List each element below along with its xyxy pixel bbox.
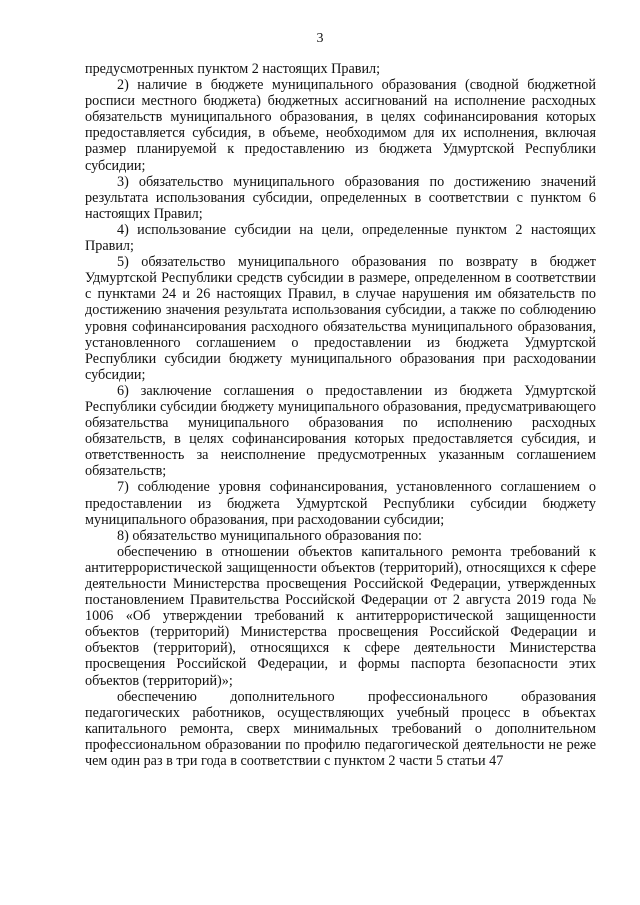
paragraph-item-4: 4) использование субсидии на цели, определенные пунктом 2 настоящих Правил;	[85, 221, 596, 255]
paragraph-item-6: 6) заключение соглашения о предоставлении из бюджета Удмуртской Республики субсидии бюджету муниципального образования, предусматривающего обязательства муниципального образования по исполнению расходных обязательств, в целях софинансирования которых предоставляется субсидия, и ответственность за неисполнение предусмотренных указанным соглашением обязательств;	[85, 382, 596, 480]
page-number: 3	[316, 31, 324, 46]
paragraph-subitem-antiterror: обеспечению в отношении объектов капитального ремонта требований к антитеррористической защищенности объектов (территорий), относящихся к сфере деятельности Министерства просвещения Российской Федерации, утвержденных постановлением Правительства Российской Федерации от 2 августа 2019 года № 1006 «Об утверждении требований к антитеррористической защищенности объектов (территорий) Министерства просвещения Российской Федерации и объектов (территорий), относящихся к сфере деятельности Министерства просвещения Российской Федерации, и формы паспорта безопасности этих объектов (территорий)»;	[85, 543, 596, 689]
paragraph-subitem-education: обеспечению дополнительного профессионального образования педагогических работников, осуществляющих учебный процесс в объектах капитального ремонта, сверх минимальных требований о дополнительном профессиональном образовании по профилю педагогической деятельности не реже чем один раз в три года в соответствии с пунктом 2 части 5 статьи 47	[85, 688, 596, 770]
paragraph-item-8: 8) обязательство муниципального образования по:	[117, 527, 422, 544]
paragraph-continuation: предусмотренных пунктом 2 настоящих Правил;	[85, 61, 381, 77]
paragraph-item-3: 3) обязательство муниципального образования по достижению значений результата использования субсидии, определенных в соответствии с пунктом 6 настоящих Правил;	[85, 173, 596, 222]
document-body	[85, 61, 596, 769]
paragraph-item-7: 7) соблюдение уровня софинансирования, установленного соглашением о предоставлении из бюджета Удмуртской Республики субсидии бюджету муниципального образования, при расходовании субсидии;	[85, 479, 596, 528]
paragraph-item-5: 5) обязательство муниципального образования по возврату в бюджет Удмуртской Республики средств субсидии в размере, определенном в соответствии с пунктами 24 и 26 настоящих Правил, в случае нарушения им обязательств по достижению значения результата использования субсидии, а также по соблюдению уровня софинансирования расходного обязательства муниципального образования, установленного соглашением о предоставлении из бюджета Удмуртской Республики субсидии бюджету муниципального образования при расходовании субсидии;	[85, 254, 596, 383]
paragraph-item-2: 2) наличие в бюджете муниципального образования (сводной бюджетной росписи местного бюджета) бюджетных ассигнований на исполнение расходных обязательств муниципального образования, в целях софинансирования которых предоставляется субсидия, в объеме, необходимом для их исполнения, включая размер планируемой к предоставлению из бюджета Удмуртской Республики субсидии;	[85, 77, 596, 174]
